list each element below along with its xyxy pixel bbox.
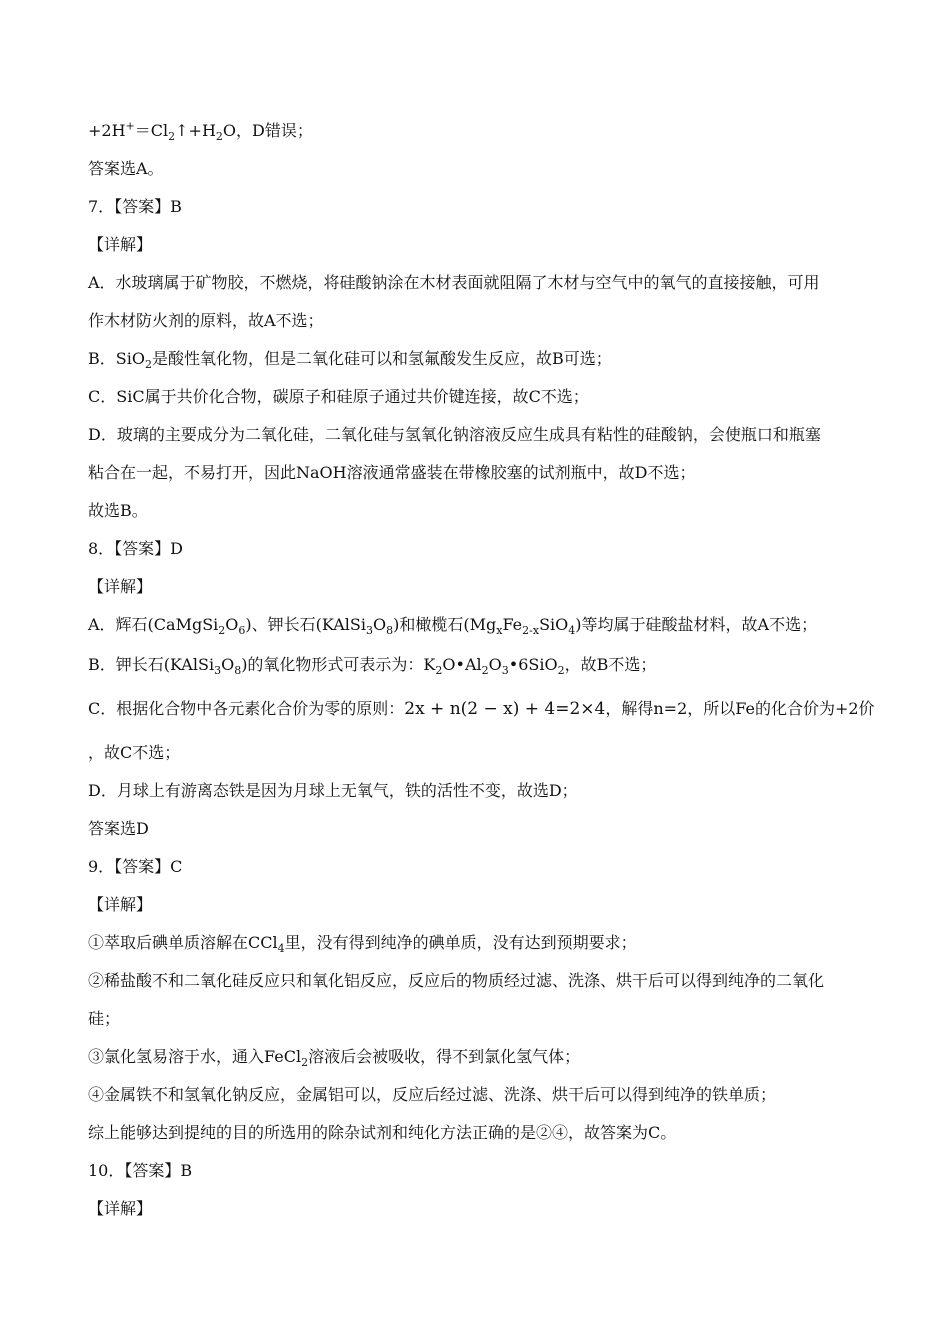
text-line: B．SiO$_2$是酸性氧化物，但是二氧化硅可以和氢氟酸发生反应，故B可选；	[88, 349, 612, 372]
text-line: C．根据化合物中各元素化合价为零的原则：2x + n(2 − x) + 4=2×4，解得n=2，所以Fe的化合价为+2价	[88, 699, 875, 719]
answer-heading: 7．【答案】B	[88, 197, 182, 216]
text-line: B．钾长石$(KAlSi_3O_8)$的氧化物形式可表示为：$K_2O•Al_2O_3•6SiO_2$，故B不选；	[88, 655, 657, 678]
detail-heading: 【详解】	[88, 895, 153, 914]
text-line: 故选B。	[88, 501, 148, 520]
text-line: 答案选A。	[88, 159, 164, 178]
text-line: ②稀盐酸不和二氧化硅反应只和氧化铝反应，反应后的物质经过滤、洗涤、烘干后可以得到纯净的二氧化	[88, 971, 825, 990]
text-line: D．月球上有游离态铁是因为月球上无氧气，铁的活性不变，故选D；	[88, 781, 578, 800]
text-line: D．玻璃的主要成分为二氧化硅，二氧化硅与氢氧化钠溶液反应生成具有粘性的硅酸钠，会使瓶口和瓶塞	[88, 425, 821, 444]
text-line: C．SiC属于共价化合物，碳原子和硅原子通过共价键连接，故C不选；	[88, 387, 589, 406]
answer-heading: 9．【答案】C	[88, 857, 183, 876]
answer-heading: 10．【答案】B	[88, 1161, 193, 1180]
detail-heading: 【详解】	[88, 577, 153, 596]
text-line: 答案选D	[88, 819, 149, 838]
detail-heading: 【详解】	[88, 1199, 153, 1218]
math-equation: 2x + n(2 − x) + 4=2×4	[404, 699, 606, 719]
text-line: ，故C不选；	[88, 743, 181, 762]
detail-heading: 【详解】	[88, 235, 153, 254]
text-line: $+2H^+=Cl_2↑+H_2O$，D错误；	[88, 119, 313, 144]
text-line: ④金属铁不和氢氧化钠反应，金属铝可以，反应后经过滤、洗涤、烘干后可以得到纯净的铁单质；	[88, 1085, 777, 1104]
text-line: 综上能够达到提纯的目的所选用的除杂试剂和纯化方法正确的是②④，故答案为C。	[88, 1123, 677, 1142]
text-line: A．水玻璃属于矿物胶，不燃烧，将硅酸钠涂在木材表面就阻隔了木材与空气中的氧气的直接接触，可用	[88, 273, 820, 292]
text-line: 粘合在一起，不易打开，因此NaOH溶液通常盛装在带橡胶塞的试剂瓶中，故D不选；	[88, 463, 696, 482]
text-line: 硅；	[88, 1009, 121, 1028]
text-line: ③氯化氢易溶于水，通入FeCl$_2$溶液后会被吸收，得不到氯化氢气体；	[88, 1047, 581, 1070]
text-line: ①萃取后碘单质溶解在CCl$_4$里，没有得到纯净的碘单质，没有达到预期要求；	[88, 933, 637, 956]
text-line: A．辉石$(CaMgSi_2O_6)$、钾长石$(KAlSi_3O_8)$和橄榄石$(Mg_xFe_{2-x}SiO_4)$等均属于硅酸盐材料，故A不选；	[88, 615, 818, 638]
answer-heading: 8．【答案】D	[88, 539, 184, 558]
text-line: 作木材防火剂的原料，故A不选；	[88, 311, 324, 330]
